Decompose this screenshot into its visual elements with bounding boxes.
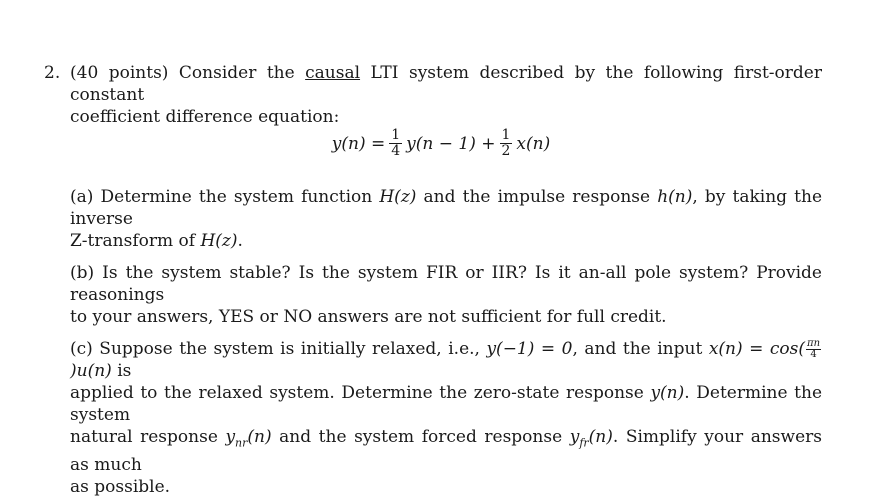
part-c-text: , and the input xyxy=(572,339,709,359)
eq-frac-quarter xyxy=(389,128,402,159)
math-Hz: H(z) xyxy=(200,231,238,251)
math-y: y xyxy=(569,427,580,447)
math-yfr xyxy=(569,427,613,450)
eq-term-1: y(n − 1) + xyxy=(406,133,496,154)
frac-num: πn xyxy=(807,338,821,349)
causal-underlined: causal xyxy=(305,63,361,83)
math-un: )u(n) xyxy=(70,361,112,381)
intro-text-pre: (40 points) Consider the xyxy=(70,63,306,83)
part-c-text: . Simplify your answers as much xyxy=(70,427,822,476)
part-a-line-1 xyxy=(70,186,822,230)
part-c-line-2 xyxy=(70,382,822,426)
part-c xyxy=(70,338,822,498)
math-arg: (n) xyxy=(588,427,613,447)
part-a-text: (a) Determine the system function xyxy=(70,187,380,207)
eq-frac-half xyxy=(500,128,513,159)
part-b xyxy=(70,262,822,328)
part-c-text: . Determine the system xyxy=(70,383,822,425)
eq-term-2: x(n) xyxy=(516,133,551,154)
frac-den: 4 xyxy=(391,143,401,159)
frac-den: 2 xyxy=(501,143,511,159)
part-c-text: (c) Suppose the system is initially relaxed, i.e., xyxy=(70,339,487,359)
part-a xyxy=(70,186,822,252)
part-c-line-3 xyxy=(70,426,822,476)
part-b-line-2: to your answers, YES or NO answers are not sufficient for full credit. xyxy=(70,307,667,327)
part-a-text: . xyxy=(237,231,243,251)
math-yn: y(n) xyxy=(650,383,685,403)
intro-line-2: coefficient difference equation: xyxy=(70,107,340,127)
question-number: 2. xyxy=(44,63,61,83)
part-a-line-2 xyxy=(70,230,822,252)
part-c-line-4: as possible. xyxy=(70,477,171,498)
frac-den: 4 xyxy=(810,349,817,360)
math-sub-fr: fr xyxy=(579,436,589,450)
frac-num: 1 xyxy=(391,127,401,143)
part-c-text: applied to the relaxed system. Determine the zero-state response xyxy=(70,383,651,403)
part-a-text: Z-transform of xyxy=(70,231,201,251)
math-arg: (n) xyxy=(247,427,272,447)
cos-frac xyxy=(806,339,821,360)
math-y: y xyxy=(225,427,236,447)
math-xn: x(n) = cos( xyxy=(708,339,805,359)
math-ynr xyxy=(225,427,272,450)
part-c-line-1 xyxy=(70,338,822,382)
part-b-line-1: (b) Is the system stable? Is the system FIR or IIR? Is it an-all pole system? Provide reasonings xyxy=(70,263,822,305)
part-c-text: is xyxy=(111,361,132,381)
part-c-text: natural response xyxy=(70,427,226,447)
eq-lhs: y(n) = xyxy=(331,133,386,154)
intro-line-1 xyxy=(70,62,822,106)
frac-num: 1 xyxy=(501,127,511,143)
part-a-text: , by taking the inverse xyxy=(70,187,823,229)
question-intro xyxy=(70,62,822,128)
intro-text-post: LTI system described by the following first-order constant xyxy=(70,63,822,105)
math-Hz: H(z) xyxy=(379,187,417,207)
math-sub-nr: nr xyxy=(235,436,248,450)
math-init-cond: y(−1) = 0 xyxy=(486,339,573,359)
part-a-text: and the impulse response xyxy=(416,187,658,207)
difference-equation xyxy=(0,128,882,174)
part-c-text: and the system forced response xyxy=(271,427,570,447)
math-hn: h(n) xyxy=(657,187,693,207)
